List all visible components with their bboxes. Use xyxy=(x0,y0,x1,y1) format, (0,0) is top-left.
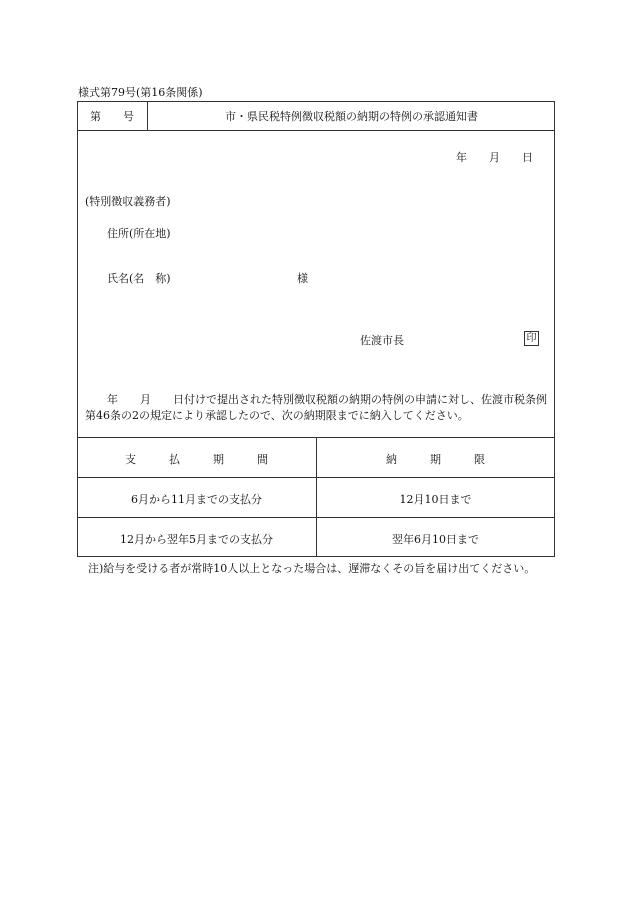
table-cell-period: 6月から11月までの支払分 xyxy=(131,493,262,506)
table-header-due-date: 納 期 限 xyxy=(386,453,485,466)
number-field-label: 第 号 xyxy=(90,110,134,123)
table-header-payment-period: 支 払 期 間 xyxy=(125,453,268,466)
honorific: 様 xyxy=(297,272,308,285)
issuer-title: 佐渡市長 xyxy=(360,334,404,347)
form-number-label: 様式第79号(第16条関係) xyxy=(78,86,203,99)
document-title: 市・県民税特例徴収税額の納期の特例の承認通知書 xyxy=(225,110,478,123)
table-cell-due-date: 12月10日まで xyxy=(399,493,472,506)
address-label: 住所(所在地) xyxy=(107,227,171,240)
table-cell-period: 12月から翌年5月までの支払分 xyxy=(120,533,273,546)
recipient-heading: (特別徴収義務者) xyxy=(85,195,171,208)
table-cell-due-date: 翌年6月10日まで xyxy=(392,533,479,546)
footnote: 注)給与を受ける者が常時10人以上となった場合は、遅滞なくその旨を届け出てください。 xyxy=(88,562,536,575)
date-line: 年 月 日 xyxy=(456,151,533,164)
divider xyxy=(77,130,555,131)
notice-body-text: 年 月 日付けで提出された特別徴収税額の納期の特例の申請に対し、佐渡市税条例第46条の2の規定により承認したので、次の納期限までに納入してください。 xyxy=(85,393,547,422)
name-label: 氏名(名 称) xyxy=(107,272,171,285)
seal-mark: 印 xyxy=(524,331,539,346)
